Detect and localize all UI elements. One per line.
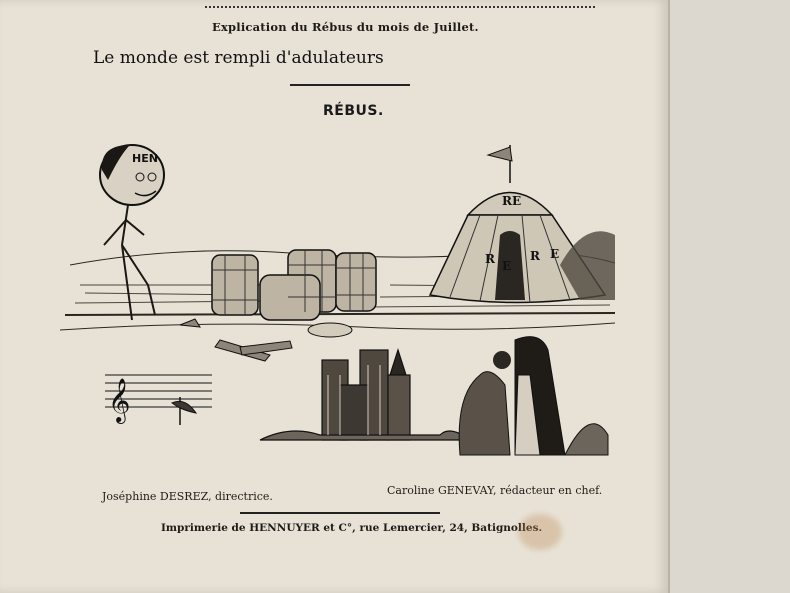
signature-director: Joséphine DESREZ, directrice. <box>102 490 273 503</box>
tent-label-3: E <box>502 259 512 273</box>
tent <box>430 145 615 303</box>
tent-label-5: E <box>550 247 560 261</box>
barrels <box>212 250 376 320</box>
rebus-solution: Le monde est rempli d'adulateurs <box>93 48 384 68</box>
rebus-title: RÉBUS. <box>323 103 384 119</box>
tent-label-2: R <box>485 252 495 266</box>
debris <box>180 319 352 361</box>
tent-label-1: RE <box>502 194 522 208</box>
musical-staff <box>105 375 212 425</box>
rebus-illustration <box>60 135 620 470</box>
tent-label-4: R <box>530 249 540 263</box>
head-label: HEN <box>132 152 158 165</box>
explication-heading: Explication du Rébus du mois de Juillet. <box>212 20 479 34</box>
adjacent-page <box>668 0 790 593</box>
section-divider <box>290 84 410 86</box>
hooded-figure <box>459 337 608 455</box>
signature-editor: Caroline GENEVAY, rédacteur en chef. <box>387 484 603 497</box>
cathedral <box>260 350 470 440</box>
foxing-stain <box>518 514 562 550</box>
svg-text:𝄞: 𝄞 <box>108 378 131 422</box>
top-dotted-rule <box>205 6 595 8</box>
printer-imprint: Imprimerie de HENNUYER et C°, rue Lemercier, 24, Batignolles. <box>161 522 543 534</box>
bottom-rule <box>240 512 440 514</box>
